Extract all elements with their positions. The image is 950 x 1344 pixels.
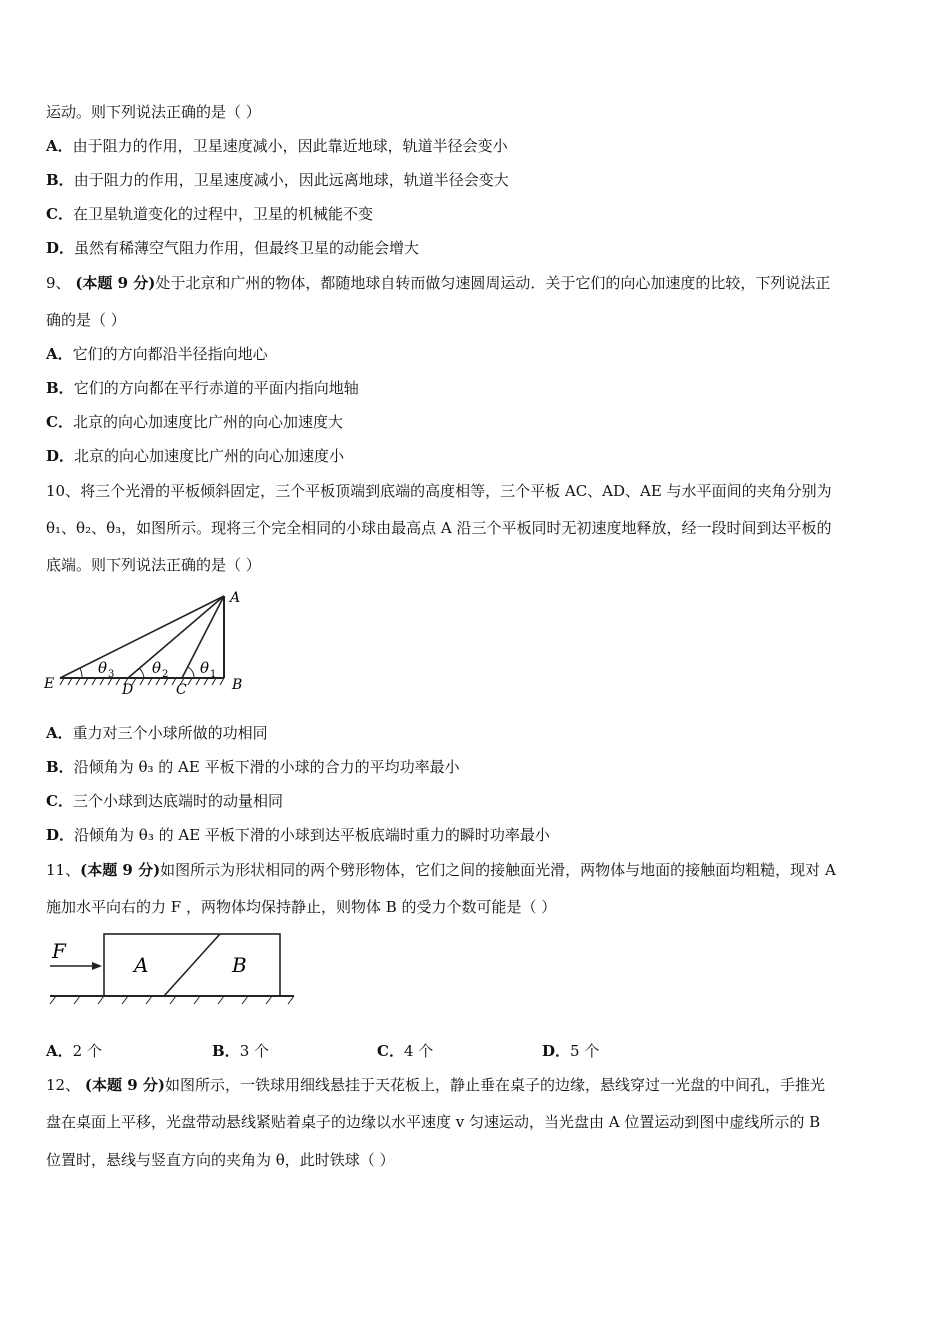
- label-theta2-sub: 2: [162, 669, 169, 680]
- q10-stem-line2: θ₁、θ₂、θ₃，如图所示。现将三个完全相同的小球由最高点 A 沿三个平板同时无初速度地释放，经一段时间到达平板的: [46, 519, 832, 537]
- label-theta2: θ: [152, 659, 162, 677]
- q10-stem-line3: 底端。则下列说法正确的是（ ）: [46, 556, 261, 574]
- label-d: D: [122, 682, 134, 698]
- q9-stem-line2: 确的是（ ）: [46, 311, 126, 329]
- q8-option-c: C．在卫星轨道变化的过程中，卫星的机械能不变: [46, 205, 373, 223]
- q8-stem-tail: 运动。则下列说法正确的是（ ）: [46, 103, 261, 121]
- label-theta3: θ: [98, 659, 108, 677]
- q9-option-d: D．北京的向心加速度比广州的向心加速度小: [46, 447, 345, 465]
- q9-option-b: B．它们的方向都在平行赤道的平面内指向地轴: [46, 379, 359, 397]
- q9-stem-line1: 9、 (本题 9 分)处于北京和广州的物体，都随地球自转而做匀速圆周运动．关于它们的向心加速度的比较，下列说法正: [46, 274, 831, 292]
- label-e: E: [44, 676, 55, 692]
- q10-option-a: A．重力对三个小球所做的功相同: [46, 724, 268, 742]
- label-theta1: θ: [200, 659, 210, 677]
- q10-option-b: B．沿倾角为 θ₃ 的 AE 平板下滑的小球的合力的平均功率最小: [46, 758, 460, 776]
- wedge-a-label: A: [134, 953, 149, 977]
- q8-option-b: B．由于阻力的作用，卫星速度减小，因此远离地球，轨道半径会变大: [46, 171, 509, 189]
- label-theta3-sub: 3: [108, 669, 115, 680]
- q12-stem-line3: 位置时，悬线与竖直方向的夹角为 θ，此时铁球（ ）: [46, 1151, 395, 1169]
- label-theta1-sub: 1: [210, 669, 217, 680]
- q11-stem-line2: 施加水平向右的力 F ，两物体均保持静止，则物体 B 的受力个数可能是（ ）: [46, 898, 557, 916]
- q8-option-d: D．虽然有稀薄空气阻力作用，但最终卫星的动能会增大: [46, 239, 420, 257]
- q11-wedge-figure: [44, 928, 300, 1010]
- q10-option-c: C．三个小球到达底端时的动量相同: [46, 792, 283, 810]
- q11-option-c: C．4 个: [377, 1042, 434, 1060]
- q11-stem-line1: 11、(本题 9 分)如图所示为形状相同的两个劈形物体，它们之间的接触面光滑，两物体与地面的接触面均粗糙，现对 A: [46, 861, 836, 879]
- q12-stem-line2: 盘在桌面上平移，光盘带动悬线紧贴着桌子的边缘以水平速度 v 匀速运动，当光盘由 A 位置运动到图中虚线所示的 B: [46, 1113, 821, 1131]
- q10-stem-line1: 10、将三个光滑的平板倾斜固定，三个平板顶端到底端的高度相等，三个平板 AC、AD、AE 与水平面间的夹角分别为: [46, 482, 832, 500]
- q9-option-c: C．北京的向心加速度比广州的向心加速度大: [46, 413, 343, 431]
- label-a: A: [230, 590, 241, 606]
- q12-stem-line1: 12、 (本题 9 分)如图所示，一铁球用细线悬挂于天花板上，静止垂在桌子的边缘，悬线穿过一光盘的中间孔，手推光: [46, 1076, 825, 1094]
- label-c: C: [176, 682, 187, 698]
- wedge-b-label: B: [232, 953, 247, 977]
- q11-option-d: D．5 个: [542, 1042, 600, 1060]
- q10-incline-figure: [40, 588, 260, 698]
- q11-option-b: B．3 个: [212, 1042, 269, 1060]
- q11-option-a: A．2 个: [46, 1042, 102, 1060]
- label-b: B: [232, 677, 243, 693]
- q8-option-a: A．由于阻力的作用，卫星速度减小，因此靠近地球，轨道半径会变小: [46, 137, 508, 155]
- q9-option-a: A．它们的方向都沿半径指向地心: [46, 345, 268, 363]
- q10-option-d: D．沿倾角为 θ₃ 的 AE 平板下滑的小球到达平板底端时重力的瞬时功率最小: [46, 826, 550, 844]
- force-label: F: [52, 939, 66, 963]
